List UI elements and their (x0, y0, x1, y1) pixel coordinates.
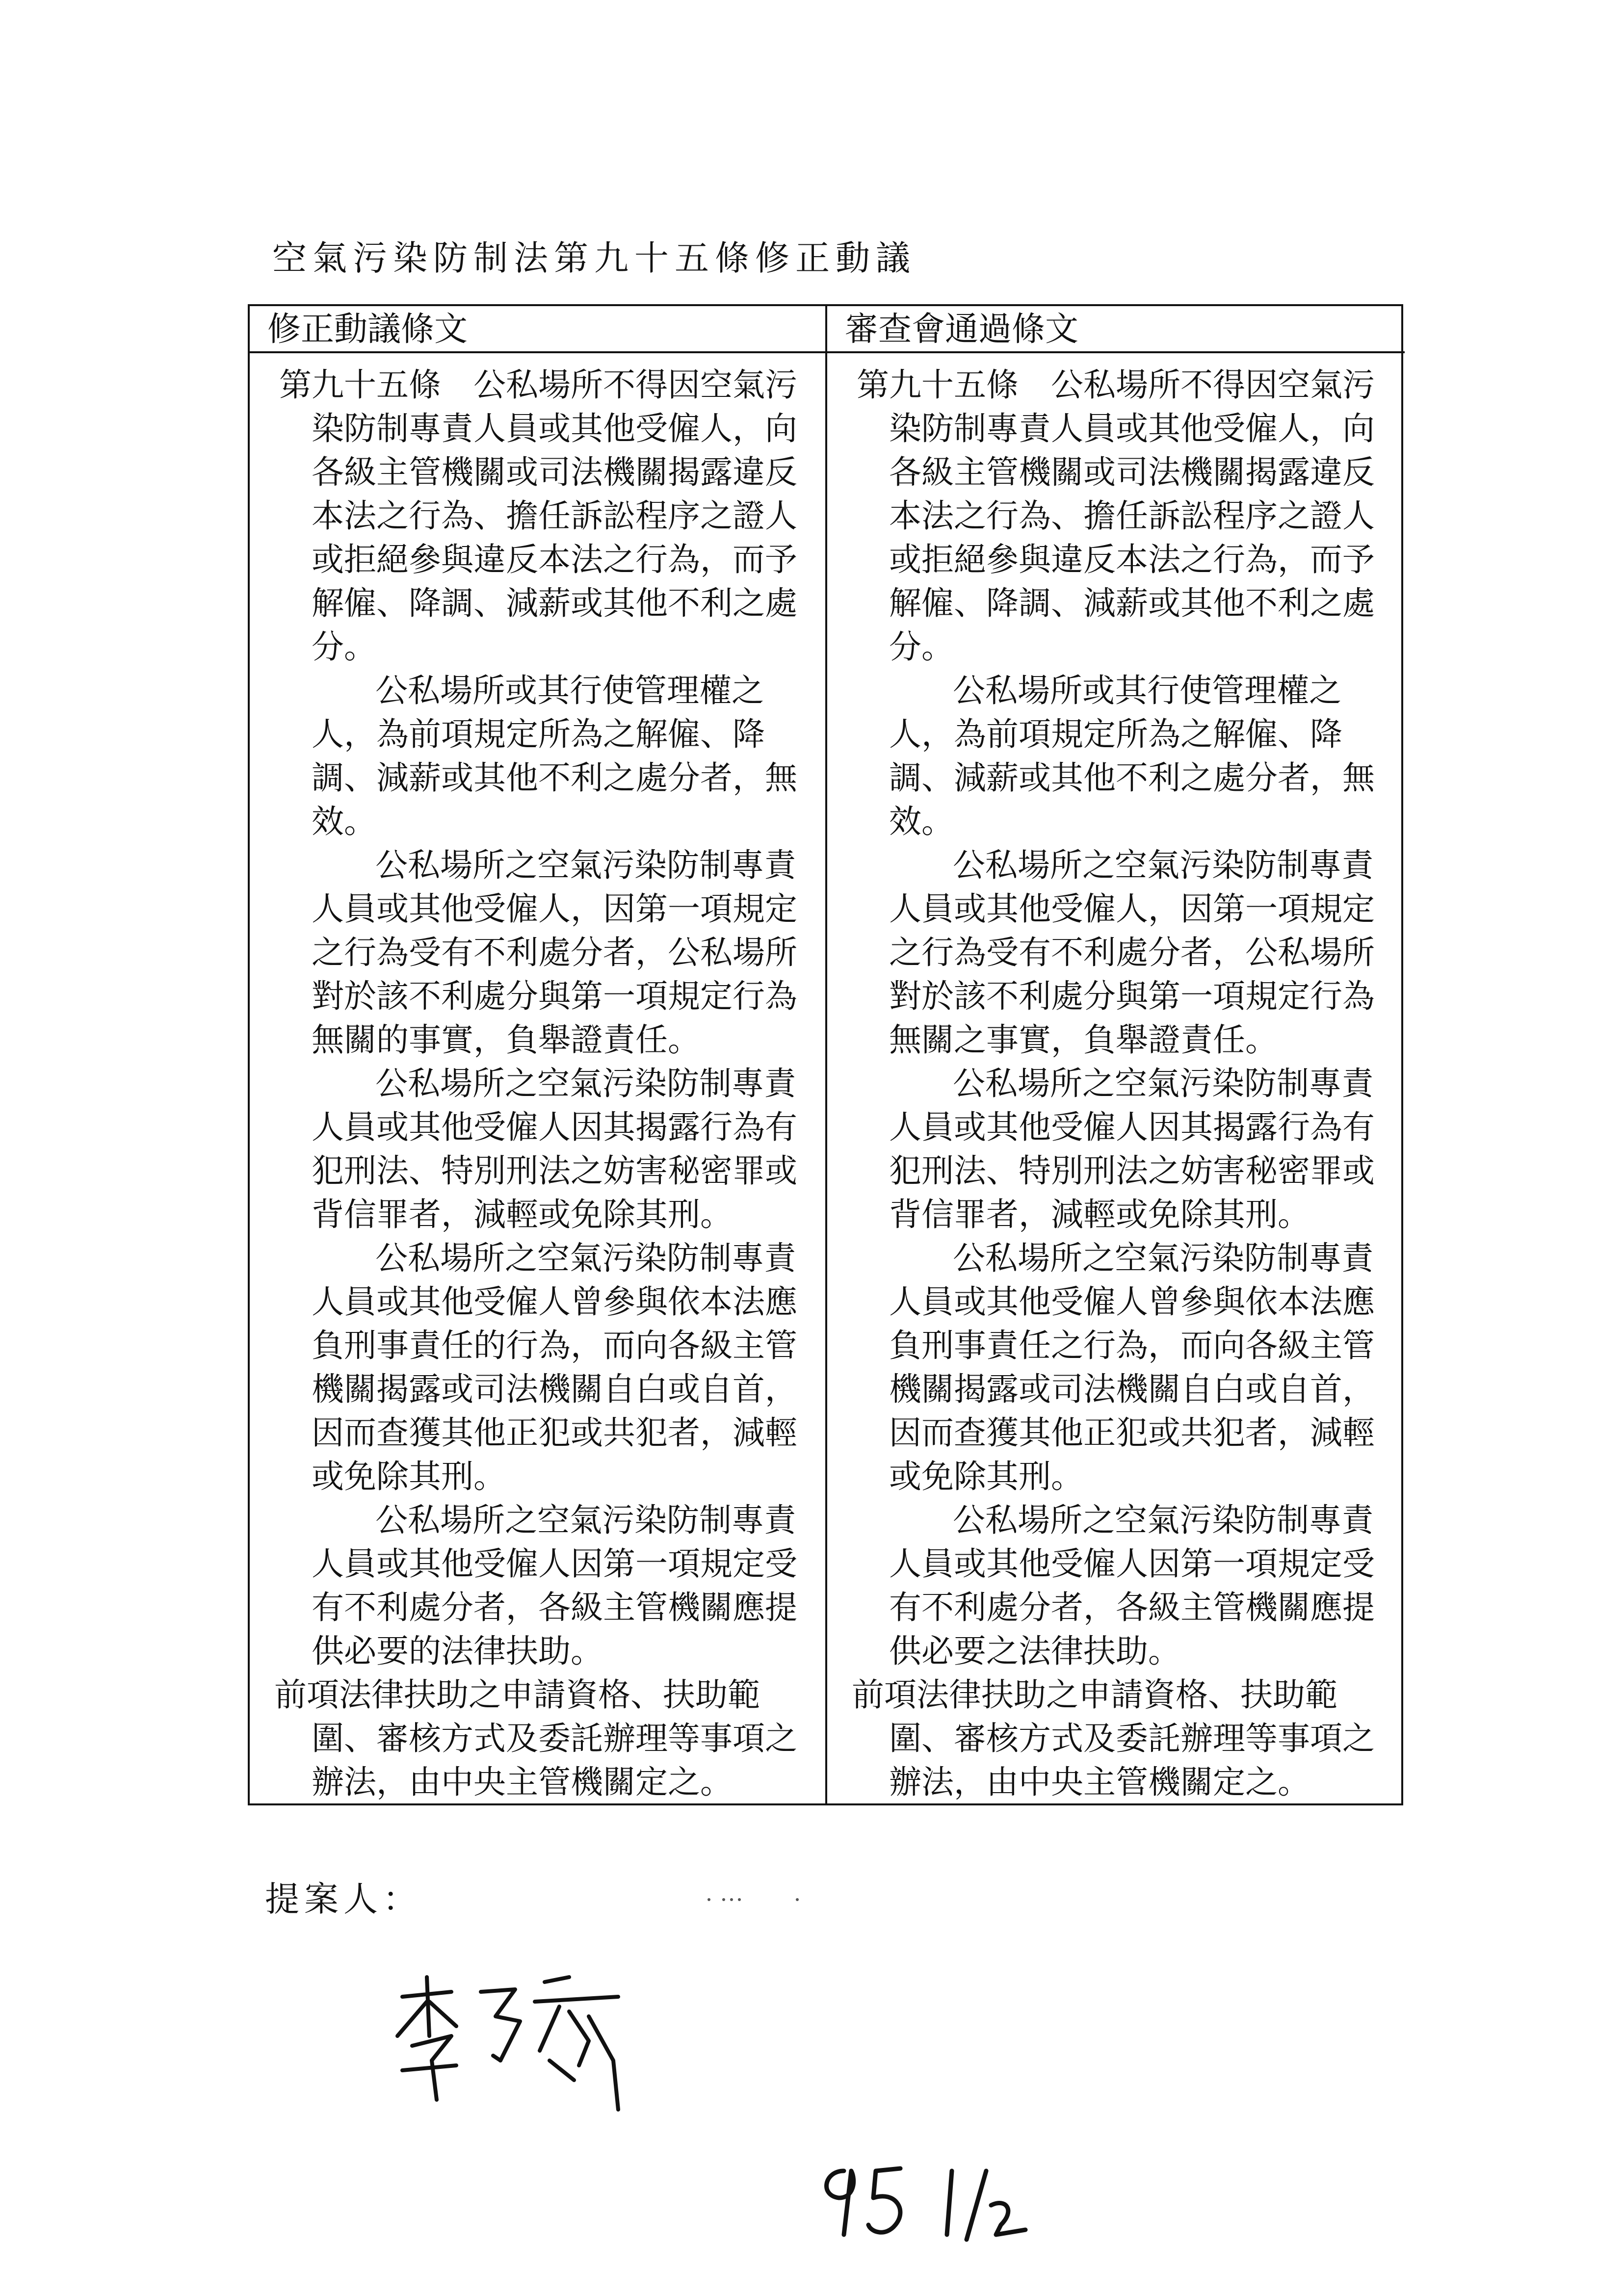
right-paragraph-5: 公私場所之空氣污染防制專責人員或其他受僱人曾參與依本法應負刑事責任之行為，而向各級主管機關揭露或司法機關自白或自首，因而查獲其他正犯或共犯者，減輕或免除其刑。 (889, 1239, 1375, 1495)
document-title: 空氣污染防制法第九十五條修正動議 (272, 238, 916, 278)
right-column (827, 306, 1405, 1803)
left-paragraph-4: 公私場所之空氣污染防制專責人員或其他受僱人因其揭露行為有犯刑法、特別刑法之妨害秘密罪或背信罪者，減輕或免除其刑。 (312, 1065, 797, 1233)
left-paragraph-7: 前項法律扶助之申請資格、扶助範圍、審核方式及委託辦理等事項之辦法，由中央主管機關定之。 (274, 1676, 797, 1801)
left-column-header: 修正動議條文 (250, 306, 825, 353)
handwritten-page-number (810, 2151, 1045, 2249)
faint-marks (704, 1894, 802, 1908)
right-paragraph-3: 公私場所之空氣污染防制專責人員或其他受僱人，因第一項規定之行為受有不利處分者，公私場所對於該不利處分與第一項規定行為無關之事實，負舉證責任。 (889, 846, 1375, 1059)
right-paragraph-2: 公私場所或其行使管理權之人，為前項規定所為之解僱、降調、減薪或其他不利之處分者，無效。 (889, 672, 1375, 840)
left-column-body (250, 353, 825, 1804)
left-paragraph-3: 公私場所之空氣污染防制專責人員或其他受僱人，因第一項規定之行為受有不利處分者，公私場所對於該不利處分與第一項規定行為無關的事實，負舉證責任。 (312, 846, 797, 1059)
left-paragraph-2: 公私場所或其行使管理權之人，為前項規定所為之解僱、降調、減薪或其他不利之處分者，無效。 (312, 672, 797, 840)
left-paragraph-5: 公私場所之空氣污染防制專責人員或其他受僱人曾參與依本法應負刑事責任的行為，而向各級主管機關揭露或司法機關自白或自首，因而查獲其他正犯或共犯者，減輕或免除其刑。 (312, 1239, 797, 1495)
comparison-table (248, 304, 1403, 1805)
right-paragraph-4: 公私場所之空氣污染防制專責人員或其他受僱人因其揭露行為有犯刑法、特別刑法之妨害秘密罪或背信罪者，減輕或免除其刑。 (889, 1065, 1375, 1233)
proposer-label: 提案人： (265, 1879, 422, 1919)
right-paragraph-6: 公私場所之空氣污染防制專責人員或其他受僱人因第一項規定受有不利處分者，各級主管機關應提供必要之法律扶助。 (889, 1501, 1375, 1670)
handwritten-signature (383, 1962, 657, 2119)
left-column (250, 306, 827, 1803)
right-paragraph-7: 前項法律扶助之申請資格、扶助範圍、審核方式及委託辦理等事項之辦法，由中央主管機關定之。 (852, 1676, 1375, 1801)
right-column-body (827, 353, 1405, 1804)
right-column-header: 審查會通過條文 (827, 306, 1405, 353)
right-paragraph-1: 第九十五條 公私場所不得因空氣污染防制專責人員或其他受僱人，向各級主管機關或司法機關揭露違反本法之行為、擔任訴訟程序之證人或拒絕參與違反本法之行為，而予解僱、降調、減薪或其他不利之處分。 (857, 366, 1375, 666)
left-paragraph-1: 第九十五條 公私場所不得因空氣污染防制專責人員或其他受僱人，向各級主管機關或司法機關揭露違反本法之行為、擔任訴訟程序之證人或拒絕參與違反本法之行為，而予解僱、降調、減薪或其他不利之處分。 (279, 366, 797, 666)
left-paragraph-6: 公私場所之空氣污染防制專責人員或其他受僱人因第一項規定受有不利處分者，各級主管機關應提供必要的法律扶助。 (312, 1501, 797, 1670)
